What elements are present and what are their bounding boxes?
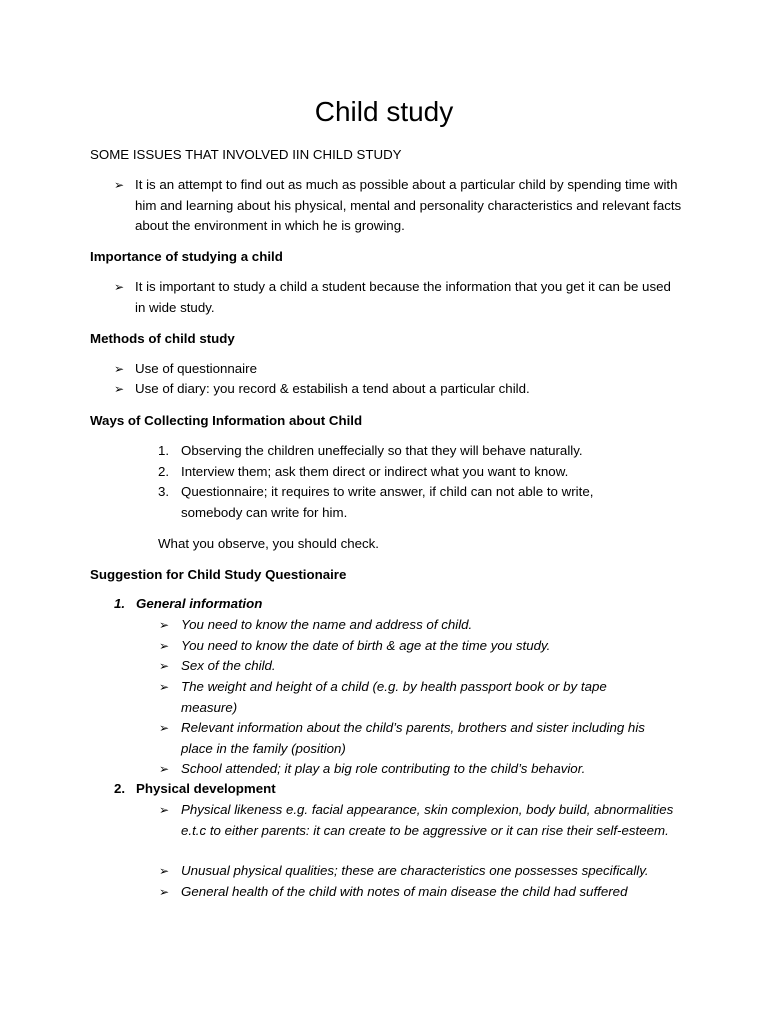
ways-item-text: Observing the children uneffecially so that they will behave naturally. [181, 443, 583, 458]
ways-item-text: Questionnaire; it requires to write answer, if child can not able to write, somebody can write for him. [181, 484, 594, 520]
ways-item-number: 2. [158, 464, 170, 479]
physical-dev-item-text: Physical likeness e.g. facial appearance, skin complexion, body build, abnormalities e.t.c to either parents: it can create to be aggressive or it can rise their self-esteem. [181, 802, 674, 838]
ways-item-text: Interview them; ask them direct or indirect what you want to know. [181, 464, 569, 479]
arrow-bullet-icon: ➢ [159, 803, 170, 817]
general-info-item-text: You need to know the date of birth & age at the time you study. [181, 638, 551, 653]
general-info-item-text: You need to know the name and address of child. [181, 617, 473, 632]
general-info-item-text: Relevant information about the child’s parents, brothers and sister including his place in the family (position) [181, 720, 645, 756]
importance-heading: Importance of studying a child [90, 249, 283, 264]
arrow-bullet-icon: ➢ [114, 382, 125, 396]
methods-item-text: Use of questionnaire [135, 361, 257, 376]
general-info-item-text: Sex of the child. [181, 658, 276, 673]
importance-bullet-text: It is important to study a child a student because the information that you get it can be used in wide study. [135, 279, 671, 315]
general-info-number: 1. [114, 596, 126, 611]
arrow-bullet-icon: ➢ [114, 178, 125, 192]
ways-heading: Ways of Collecting Information about Child [90, 413, 363, 428]
physical-dev-number: 2. [114, 781, 126, 796]
general-info-item-text: School attended; it play a big role contributing to the child’s behavior. [181, 761, 586, 776]
arrow-bullet-icon: ➢ [114, 362, 125, 376]
intro-bullet-text: It is an attempt to find out as much as possible about a particular child by spending time with him and learning about his physical, mental and personality characteristics and relevant facts about the environment in which he is growing. [135, 177, 682, 233]
document-title: Child study [314, 96, 454, 127]
arrow-bullet-icon: ➢ [159, 762, 170, 776]
general-info-title: General information [136, 596, 263, 611]
general-info-item-text: The weight and height of a child (e.g. by health passport book or by tape measure) [181, 679, 607, 715]
arrow-bullet-icon: ➢ [159, 885, 170, 899]
methods-heading: Methods of child study [90, 331, 235, 346]
ways-note: What you observe, you should check. [158, 536, 379, 551]
ways-item-number: 3. [158, 484, 170, 499]
arrow-bullet-icon: ➢ [159, 659, 170, 673]
section-subtitle: SOME ISSUES THAT INVOLVED IIN CHILD STUDY [90, 147, 402, 162]
arrow-bullet-icon: ➢ [159, 618, 170, 632]
ways-item-number: 1. [158, 443, 170, 458]
physical-dev-title: Physical development [136, 781, 276, 796]
arrow-bullet-icon: ➢ [159, 864, 170, 878]
arrow-bullet-icon: ➢ [159, 721, 170, 735]
physical-dev-item-text: Unusual physical qualities; these are characteristics one possesses specifically. [181, 863, 649, 878]
arrow-bullet-icon: ➢ [159, 639, 170, 653]
arrow-bullet-icon: ➢ [159, 680, 170, 694]
physical-dev-item-text: General health of the child with notes of main disease the child had suffered [181, 884, 628, 899]
suggestion-heading: Suggestion for Child Study Questionaire [90, 567, 347, 582]
methods-item-text: Use of diary: you record & estabilish a tend about a particular child. [135, 381, 530, 396]
arrow-bullet-icon: ➢ [114, 280, 125, 294]
